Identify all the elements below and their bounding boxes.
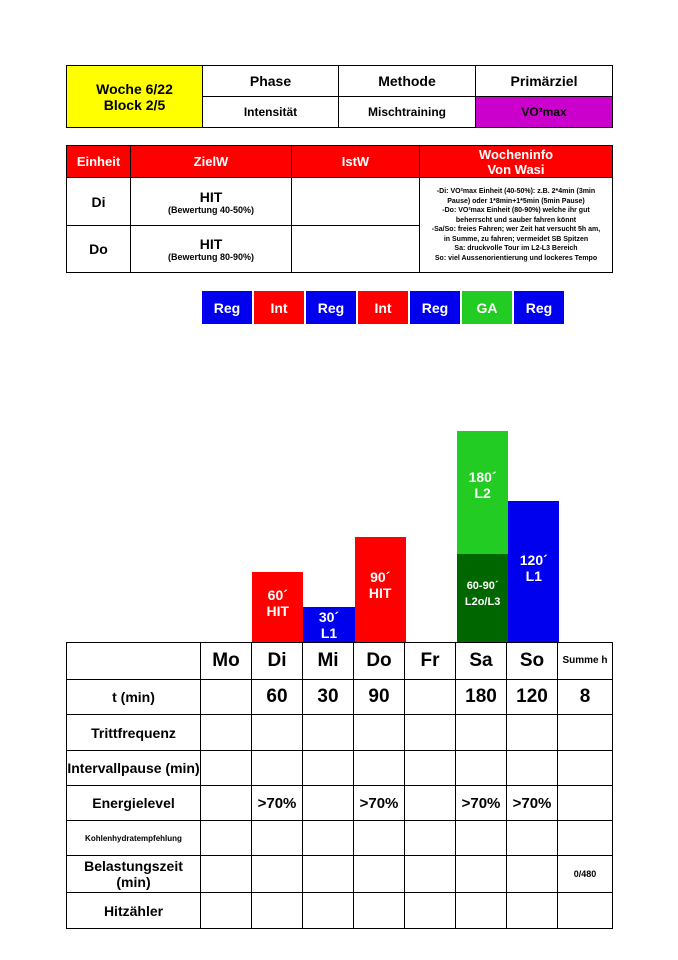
plan-cell[interactable] (456, 715, 507, 751)
plan-cell[interactable] (201, 715, 252, 751)
info-line: So: viel Aussenorientierung und lockeres Tempo (434, 254, 598, 262)
plan-cell[interactable]: 180 (456, 680, 507, 715)
method-value: Mischtraining (339, 97, 476, 128)
plan-cell[interactable] (405, 856, 456, 893)
plan-cell[interactable] (303, 786, 354, 821)
bar-label (457, 578, 508, 610)
week-label: Woche 6/22 (96, 80, 173, 97)
bar-duration: 180´ (468, 469, 497, 485)
block-label: Block 2/5 (103, 96, 166, 113)
row-label: Belastungszeit (min) (67, 856, 201, 893)
row-label: Energielevel (67, 786, 201, 821)
unit-actual[interactable] (292, 178, 420, 226)
plan-cell[interactable] (201, 786, 252, 821)
plan-cell[interactable] (252, 751, 303, 786)
plan-cell[interactable]: >70% (507, 786, 558, 821)
plan-cell[interactable] (201, 821, 252, 856)
plan-cell[interactable] (507, 893, 558, 929)
plan-cell[interactable] (456, 856, 507, 893)
unit-title: HIT (199, 188, 223, 205)
weekinfo-author: Von Wasi (487, 161, 545, 177)
info-line: -Di: VO²max Einheit (40-50%): z.B. 2*4min (3min (436, 188, 596, 195)
plan-cell[interactable]: 30 (303, 680, 354, 715)
plan-cell[interactable] (201, 893, 252, 929)
plan-cell[interactable] (507, 856, 558, 893)
day-header: Mi (303, 643, 354, 680)
unit-day: Di (67, 178, 131, 226)
phase-block-reg: Reg (409, 290, 461, 325)
bar-zone: L2 (474, 485, 491, 501)
goal-header: Primärziel (476, 66, 613, 97)
phase-block-reg: Reg (201, 290, 253, 325)
corner-cell (67, 643, 201, 680)
bar-sa-seg0 (457, 554, 508, 642)
unit-sub: (Bewertung 40-50%) (167, 204, 255, 215)
info-line: Pause) oder 1*8min+1*5min (5min Pause) (447, 197, 585, 205)
unit-title: HIT (199, 236, 223, 252)
plan-table (66, 642, 613, 929)
bar-duration: 30´ (318, 608, 340, 625)
plan-cell[interactable] (201, 856, 252, 893)
weekinfo-header (420, 146, 613, 178)
plan-cell[interactable] (354, 821, 405, 856)
phase-block-int: Int (357, 290, 409, 325)
bar-di (252, 572, 303, 642)
plan-cell[interactable]: 60 (252, 680, 303, 715)
plan-cell[interactable] (354, 893, 405, 929)
row-label: Hitzähler (67, 893, 201, 929)
day-header: Sa (456, 643, 507, 680)
plan-cell[interactable]: >70% (354, 786, 405, 821)
sum-cell (558, 786, 613, 821)
bar-zone: L1 (525, 567, 542, 584)
bar-sa-seg1 (457, 431, 508, 554)
unit-sub: (Bewertung 80-90%) (167, 252, 255, 262)
sum-cell: 8 (558, 680, 613, 715)
info-line: -Do: VO²max Einheit (80-90%) welche ihr gut (442, 207, 590, 214)
week-block-cell (67, 66, 203, 128)
plan-cell[interactable] (303, 893, 354, 929)
plan-cell[interactable]: 90 (354, 680, 405, 715)
phase-block-reg: Reg (305, 290, 357, 325)
plan-cell[interactable] (354, 856, 405, 893)
plan-cell[interactable] (507, 751, 558, 786)
row-label: Kohlenhydratempfehlung (67, 821, 201, 856)
plan-cell[interactable]: 120 (507, 680, 558, 715)
sum-cell: 0/480 (558, 856, 613, 893)
bar-zone: HIT (266, 602, 290, 619)
bar-duration: 60-90´ (466, 580, 499, 593)
target-header: ZielW (131, 146, 292, 178)
row-label: Intervallpause (min) (67, 751, 201, 786)
sum-cell (558, 821, 613, 856)
phase-block-int: Int (253, 290, 305, 325)
plan-cell[interactable] (405, 715, 456, 751)
info-line: beherrscht und sauber fahren könnt (455, 216, 577, 224)
bar-duration: 90´ (370, 569, 391, 586)
sum-cell (558, 751, 613, 786)
bar-duration: 120´ (519, 551, 548, 568)
bar-zone: L1 (320, 624, 338, 641)
plan-cell[interactable] (456, 893, 507, 929)
bar-zone: L2o/L3 (464, 596, 501, 609)
plan-cell[interactable] (405, 821, 456, 856)
weekinfo-title: Wocheninfo (478, 146, 554, 162)
row-label: Trittfrequenz (67, 715, 201, 751)
plan-cell[interactable] (354, 751, 405, 786)
unit-header: Einheit (67, 146, 131, 178)
bar-label (303, 609, 354, 641)
bar-zone: HIT (368, 585, 392, 602)
plan-cell[interactable] (354, 715, 405, 751)
plan-cell[interactable] (507, 715, 558, 751)
sum-cell (558, 893, 613, 929)
phase-header: Phase (203, 66, 339, 97)
plan-cell[interactable] (201, 751, 252, 786)
plan-cell[interactable] (456, 821, 507, 856)
bar-do (355, 537, 406, 643)
units-table (66, 145, 613, 273)
bar-label (252, 587, 303, 619)
plan-cell[interactable] (303, 856, 354, 893)
bar-label (508, 552, 559, 584)
info-line: Sa: druckvolle Tour im L2-L3 Bereich (454, 245, 578, 252)
plan-cell[interactable] (252, 893, 303, 929)
phase-block-reg: Reg (513, 290, 565, 325)
info-line: -Sa/So: freies Fahren; wer Zeit hat versucht 5h am, (431, 226, 601, 233)
plan-cell[interactable] (303, 821, 354, 856)
plan-cell[interactable] (507, 821, 558, 856)
unit-day: Do (67, 226, 131, 273)
bar-label (457, 469, 508, 501)
sum-header: Summe h (558, 643, 613, 680)
plan-cell[interactable] (201, 680, 252, 715)
weekinfo-text (420, 178, 613, 273)
phase-block-ga: GA (461, 290, 513, 325)
plan-cell[interactable] (405, 893, 456, 929)
plan-cell[interactable]: >70% (456, 786, 507, 821)
plan-cell[interactable] (303, 715, 354, 751)
plan-cell[interactable] (252, 715, 303, 751)
unit-target (131, 226, 292, 273)
phase-value: Intensität (203, 97, 339, 128)
plan-cell[interactable] (252, 821, 303, 856)
info-line: in Summe, zu fahren; vermeidet SB Spitzen (443, 235, 589, 243)
method-header: Methode (339, 66, 476, 97)
day-header: Di (252, 643, 303, 680)
unit-target (131, 178, 292, 226)
day-header: Do (354, 643, 405, 680)
day-header: So (507, 643, 558, 680)
goal-value: VO²max (476, 97, 613, 128)
plan-cell[interactable]: >70% (252, 786, 303, 821)
plan-cell[interactable] (252, 856, 303, 893)
plan-cell[interactable] (303, 751, 354, 786)
day-header: Fr (405, 643, 456, 680)
day-header: Mo (201, 643, 252, 680)
bar-mi (303, 607, 354, 642)
plan-cell[interactable] (456, 751, 507, 786)
unit-actual[interactable] (292, 226, 420, 273)
row-label: t (min) (67, 680, 201, 715)
plan-cell[interactable] (405, 751, 456, 786)
bar-duration: 60´ (267, 586, 288, 603)
bar-label (355, 569, 406, 601)
plan-cell[interactable] (405, 786, 456, 821)
week-header-table (66, 65, 613, 128)
bar-so (508, 501, 559, 642)
actual-header: IstW (292, 146, 420, 178)
sum-cell (558, 715, 613, 751)
plan-cell[interactable] (405, 680, 456, 715)
